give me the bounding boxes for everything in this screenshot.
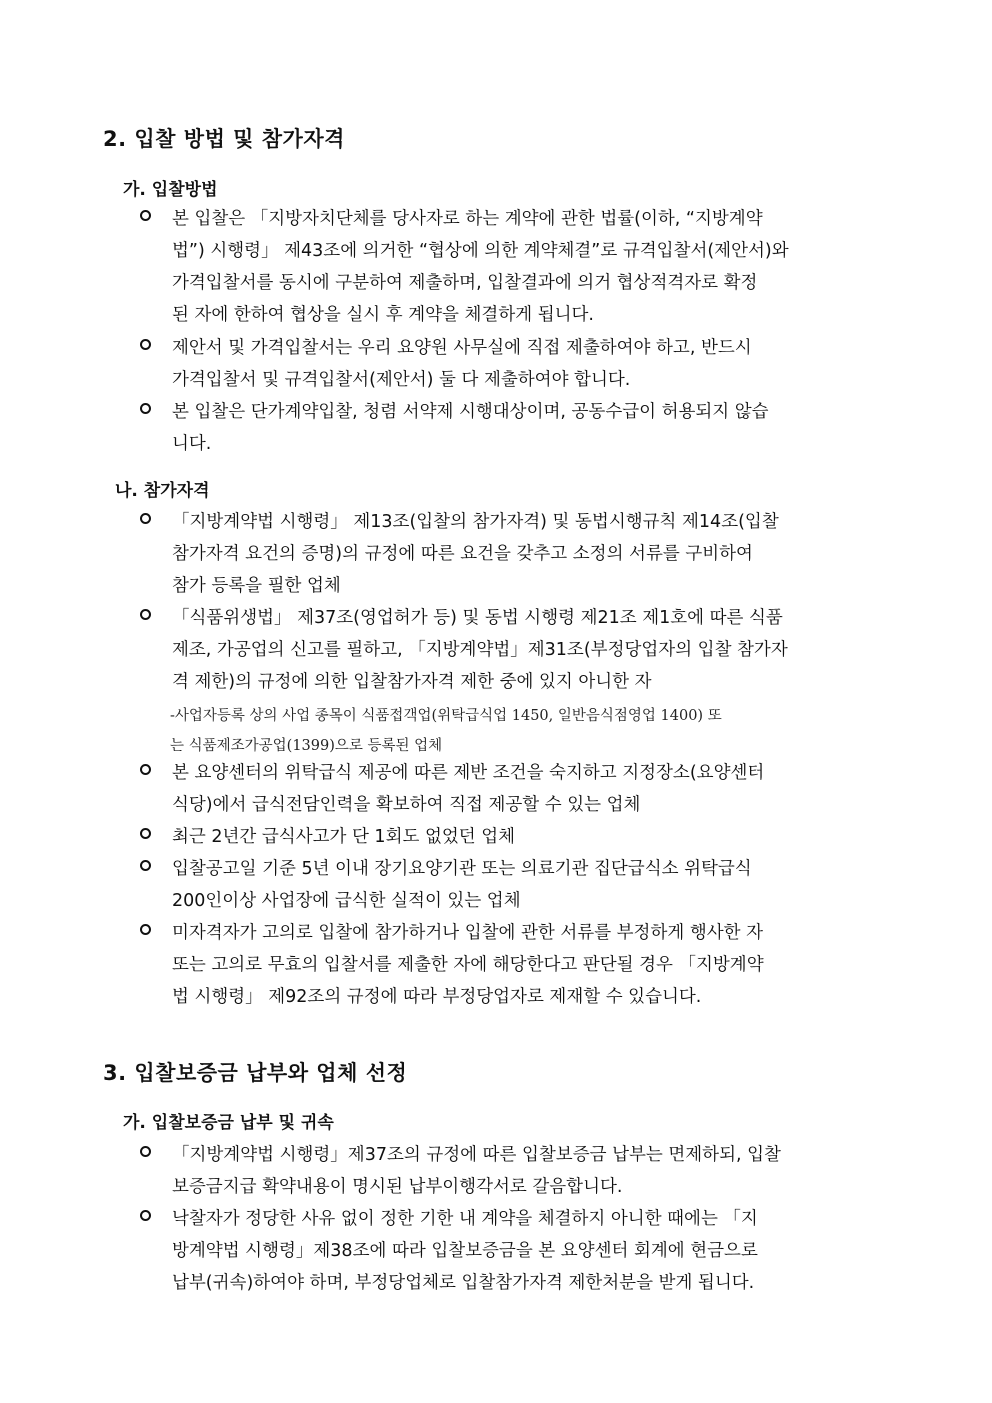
list-item <box>140 917 902 1013</box>
list-item-text: 「지방계약법 시행령」제37조의 규정에 따른 입찰보증금 납부는 면제하되, 입찰 보증금지급 확약내용이 명시된 납부이행각서로 갈음합니다. <box>172 1145 781 1197</box>
list-item <box>140 203 902 331</box>
list-item-text: 본 입찰은 단가계약입찰, 청렴 서약제 시행대상이며, 공동수급이 허용되지 않습 니다. <box>172 402 769 454</box>
list-item-text: 입찰공고일 기준 5년 이내 장기요양기관 또는 의료기관 집단급식소 위탁급식 200인이상 사업장에 급식한 실적이 있는 업체 <box>172 859 752 911</box>
circle-bullet-icon <box>140 860 151 871</box>
circle-bullet-icon <box>140 1210 151 1221</box>
list-item <box>140 1139 902 1203</box>
circle-bullet-icon <box>140 764 151 775</box>
circle-bullet-icon <box>140 339 151 350</box>
list-item-text: 미자격자가 고의로 입찰에 참가하거나 입찰에 관한 서류를 부정하게 행사한 자 또는 고의로 무효의 입찰서를 제출한 자에 해당한다고 판단될 경우 「지방계약 법 시행령」 제92조의 규정에 따라 부정당업자로 제재할 수 있습니다. <box>172 923 764 1007</box>
list-item <box>140 396 902 460</box>
circle-bullet-icon <box>140 924 151 935</box>
list-item-text: 본 요양센터의 위탁급식 제공에 따른 제반 조건을 숙지하고 지정장소(요양센터 식당)에서 급식전담인력을 확보하여 직접 제공할 수 있는 업체 <box>172 763 765 815</box>
list-item <box>140 757 902 821</box>
circle-bullet-icon <box>140 609 151 620</box>
list-item <box>140 1203 902 1299</box>
list-item <box>140 821 902 853</box>
list-item-text: 「지방계약법 시행령」 제13조(입찰의 참가자격) 및 동법시행규칙 제14조(입찰 참가자격 요건의 증명)의 규정에 따른 요건을 갖추고 소정의 서류를 구비하여 참가 등록을 필한 업체 <box>172 512 779 596</box>
section-3-heading: 3. 입찰보증금 납부와 업체 선정 <box>103 1061 408 1085</box>
list-item <box>140 506 902 602</box>
list-item-text: 최근 2년간 급식사고가 단 1회도 없었던 업체 <box>172 827 516 847</box>
subsection-eligibility-heading: 나. 참가자격 <box>115 481 210 501</box>
list-item-text: 「식품위생법」 제37조(영업허가 등) 및 동법 시행령 제21조 제1호에 따른 식품 제조, 가공업의 신고를 필하고, 「지방계약법」제31조(부정당업자의 입찰 참가자 격 제한)의 규정에 의한 입찰참가자격 제한 중에 있지 아니한 자 <box>172 608 788 692</box>
subsection-bidding-method-heading: 가. 입찰방법 <box>123 180 218 200</box>
circle-bullet-icon <box>140 403 151 414</box>
circle-bullet-icon <box>140 828 151 839</box>
list-item <box>140 853 902 917</box>
circle-bullet-icon <box>140 210 151 221</box>
circle-bullet-icon <box>140 513 151 524</box>
business-registration-note: -사업자등록 상의 사업 종목이 식품접객업(위탁급식업 1450, 일반음식점영업 1400) 또 는 식품제조가공업(1399)으로 등록된 업체 <box>170 708 722 754</box>
section-2-heading: 2. 입찰 방법 및 참가자격 <box>103 127 345 151</box>
list-item-text: 본 입찰은 「지방자치단체를 당사자로 하는 계약에 관한 법률(이하, “지방계약 법”) 시행령」 제43조에 의거한 “협상에 의한 계약체결”로 규격입찰서(제안서)와 가격입찰서를 동시에 구분하여 제출하며, 입찰결과에 의거 협상적격자로 확정 된 자에 한하여 협상을 실시 후 계약을 체결하게 됩니다. <box>172 209 789 325</box>
list-item-text: 제안서 및 가격입찰서는 우리 요양원 사무실에 직접 제출하여야 하고, 반드시 가격입찰서 및 규격입찰서(제안서) 둘 다 제출하여야 합니다. <box>172 338 752 390</box>
list-item <box>140 602 902 698</box>
list-item <box>140 332 902 396</box>
subsection-deposit-heading: 가. 입찰보증금 납부 및 귀속 <box>123 1113 334 1133</box>
circle-bullet-icon <box>140 1146 151 1157</box>
list-item-text: 낙찰자가 정당한 사유 없이 정한 기한 내 계약을 체결하지 아니한 때에는 「지 방계약법 시행령」제38조에 따라 입찰보증금을 본 요양센터 회계에 현금으로 납부(귀속)하여야 하며, 부정당업체로 입찰참가자격 제한처분을 받게 됩니다. <box>172 1209 758 1293</box>
